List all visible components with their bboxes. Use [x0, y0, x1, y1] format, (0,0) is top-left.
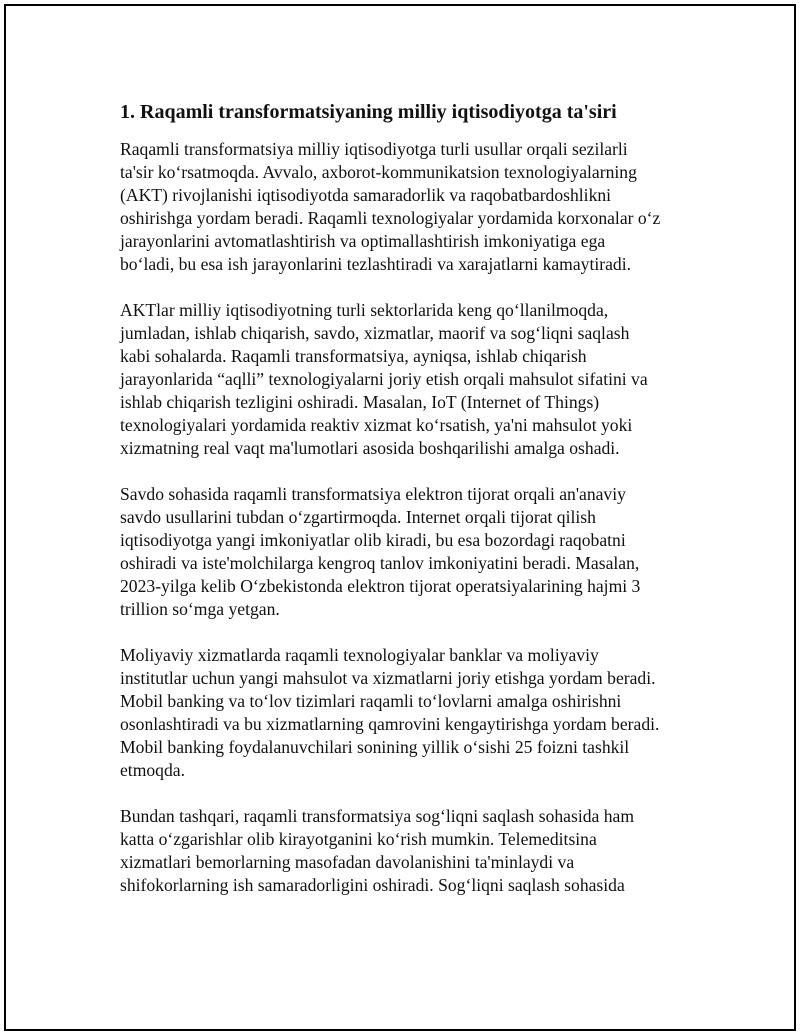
text-line: oshirishga yordam beradi. Raqamli texnologiyalar yordamida korxonalar oʻz	[120, 208, 661, 228]
text-line: kabi sohalarda. Raqamli transformatsiya, ayniqsa, ishlab chiqarish	[120, 346, 587, 366]
text-line: jarayonlarida “aqlli” texnologiyalarni joriy etish orqali mahsulot sifatini va	[120, 369, 648, 389]
text-line: texnologiyalari yordamida reaktiv xizmat koʻrsatish, ya'ni mahsulot yoki	[120, 415, 633, 435]
document-body	[120, 98, 720, 920]
text-line: AKTlar milliy iqtisodiyotning turli sektorlarida keng qoʻllanilmoqda,	[120, 300, 609, 320]
text-line: Raqamli transformatsiya milliy iqtisodiyotga turli usullar orqali sezilarli	[120, 139, 628, 159]
paragraph-5	[120, 805, 720, 897]
text-line: xizmatning real vaqt ma'lumotlari asosida boshqarilishi amalga oshadi.	[120, 438, 620, 458]
text-line: trillion soʻmga yetgan.	[120, 599, 280, 619]
text-line: institutlar uchun yangi mahsulot va xizmatlarni joriy etishga yordam beradi.	[120, 668, 656, 688]
text-line: Mobil banking va toʻlov tizimlari raqamli toʻlovlarni amalga oshirishni	[120, 691, 622, 711]
paragraph-2	[120, 299, 720, 460]
text-line: jumladan, ishlab chiqarish, savdo, xizmatlar, maorif va sogʻliqni saqlash	[120, 323, 630, 343]
paragraph-4	[120, 644, 720, 782]
paragraph-1	[120, 138, 720, 276]
text-line: oshiradi va iste'molchilarga kengroq tanlov imkoniyatini beradi. Masalan,	[120, 553, 640, 573]
text-line: jarayonlarini avtomatlashtirish va optimallashtirish imkoniyatiga ega	[120, 231, 606, 251]
text-line: savdo usullarini tubdan oʻzgartirmoqda. Internet orqali tijorat qilish	[120, 507, 596, 527]
text-line: katta oʻzgarishlar olib kirayotganini koʻrish mumkin. Telemeditsina	[120, 829, 597, 849]
text-line: shifokorlarning ish samaradorligini oshiradi. Sogʻliqni saqlash sohasida	[120, 875, 625, 895]
text-line: Bundan tashqari, raqamli transformatsiya sogʻliqni saqlash sohasida ham	[120, 806, 635, 826]
text-line: Savdo sohasida raqamli transformatsiya elektron tijorat orqali an'anaviy	[120, 484, 626, 504]
text-line: (AKT) rivojlanishi iqtisodiyotda samaradorlik va raqobatbardoshlikni	[120, 185, 612, 205]
text-line: etmoqda.	[120, 760, 185, 780]
text-line: Moliyaviy xizmatlarda raqamli texnologiyalar banklar va moliyaviy	[120, 645, 599, 665]
text-line: boʻladi, bu esa ish jarayonlarini tezlashtiradi va xarajatlarni kamaytiradi.	[120, 254, 632, 274]
text-line: iqtisodiyotga yangi imkoniyatlar olib kiradi, bu esa bozordagi raqobatni	[120, 530, 626, 550]
paragraph-3	[120, 483, 720, 621]
text-line: ta'sir koʻrsatmoqda. Avvalo, axborot-kommunikatsion texnologiyalarning	[120, 162, 637, 182]
text-line: ishlab chiqarish tezligini oshiradi. Masalan, IoT (Internet of Things)	[120, 392, 600, 412]
text-line: osonlashtiradi va bu xizmatlarning qamrovini kengaytirishga yordam beradi.	[120, 714, 660, 734]
text-line: 2023-yilga kelib Oʻzbekistonda elektron tijorat operatsiyalarining hajmi 3	[120, 576, 641, 596]
text-line: xizmatlari bemorlarning masofadan davolanishini ta'minlaydi va	[120, 852, 575, 872]
page-frame	[4, 4, 796, 1031]
text-line: Mobil banking foydalanuvchilari sonining yillik oʻsishi 25 foizni tashkil	[120, 737, 630, 757]
section-heading: 1. Raqamli transformatsiyaning milliy iqtisodiyotga ta'siri	[120, 101, 617, 123]
